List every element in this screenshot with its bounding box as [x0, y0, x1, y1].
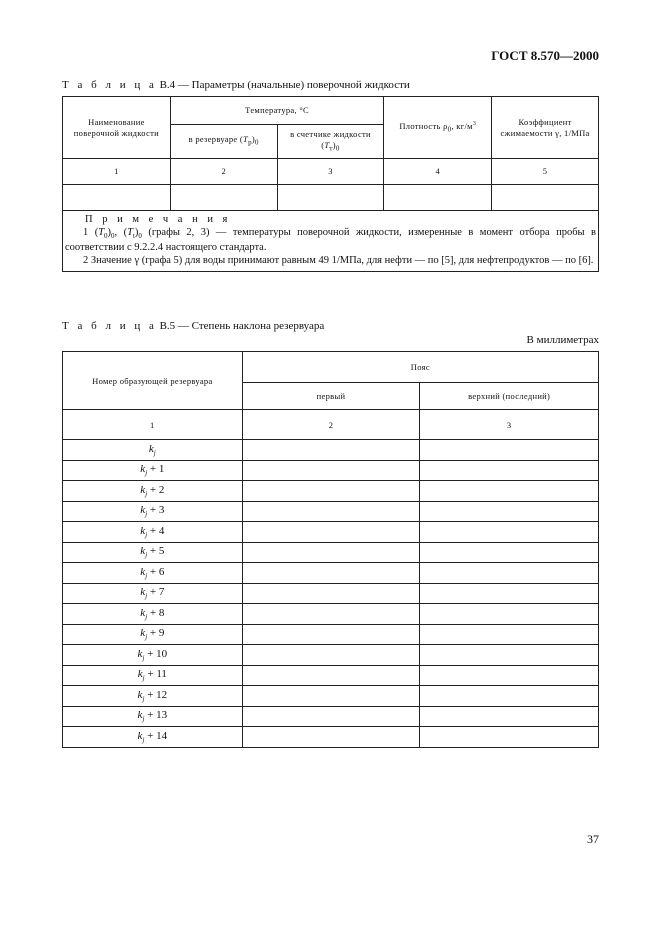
table-row: [63, 727, 599, 748]
data-cell: [420, 604, 599, 625]
col-header-first: первый: [242, 383, 420, 410]
data-cell: [242, 481, 420, 502]
row-label-suffix: + 14: [144, 729, 168, 742]
table-b5: [62, 351, 599, 748]
data-cell: [242, 665, 420, 686]
table-row: [63, 481, 599, 502]
data-cell: [420, 460, 599, 481]
data-cell: [384, 185, 492, 211]
row-label: $k_j + 4$: [63, 522, 243, 543]
col-number-2: 2: [242, 410, 420, 440]
row-label: $k_j + 10$: [63, 645, 243, 666]
table-b4-caption: [62, 79, 410, 91]
table-row: [63, 460, 599, 481]
col-number-3: 3: [420, 410, 599, 440]
col-number-1: 1: [63, 410, 243, 440]
data-cell: [242, 645, 420, 666]
data-cell: [420, 481, 599, 502]
density-unit: , кг/м: [451, 121, 473, 132]
row-label: $k_j + 2$: [63, 481, 243, 502]
data-cell: [420, 727, 599, 748]
note-2: 2 Значение γ (графа 5) для воды принимают равным 49 1/МПа, для нефти — по [5], для нефтепродуктов — по [6].: [83, 254, 594, 266]
row-label-suffix: + 6: [147, 565, 165, 578]
data-cell: [242, 440, 420, 461]
table-row: [63, 645, 599, 666]
row-label: $k_j + 14$: [63, 727, 243, 748]
data-cell: [242, 501, 420, 522]
row-label: $k_j + 1$: [63, 460, 243, 481]
note-1-text: (графы 2, 3) — температуры поверочной жидкости, измеренные в момент отбора пробы в соответствии с 9.2.2.4 настоящего стандарта.: [65, 226, 597, 254]
table-row: [63, 542, 599, 563]
row-label-suffix: + 10: [144, 647, 168, 660]
row-label-suffix: + 5: [147, 545, 165, 558]
standard-header: ГОСТ 8.570—2000: [491, 48, 599, 63]
coef-line2: сжимаемости γ, 1/МПа: [500, 127, 590, 138]
table-b4: [62, 96, 599, 272]
data-cell: [242, 604, 420, 625]
table-row: [63, 706, 599, 727]
col-header-coefficient: [492, 97, 599, 159]
row-label: $k_j + 3$: [63, 501, 243, 522]
row-label-suffix: + 2: [147, 483, 165, 496]
table-row: [63, 563, 599, 584]
data-cell: [420, 645, 599, 666]
table-row: [63, 501, 599, 522]
data-cell: [420, 440, 599, 461]
row-label-suffix: + 7: [147, 586, 165, 599]
col-number-4: 4: [384, 159, 492, 185]
col-header-generator: Номер образующей резервуара: [63, 352, 243, 410]
col-header-temp-reservoir: в резервуаре $(T_р)_0$: [170, 125, 277, 159]
temp-cnt-label: в счетчике жидкости: [290, 128, 371, 139]
data-cell: [242, 727, 420, 748]
data-cell: [242, 706, 420, 727]
row-label-suffix: + 11: [144, 668, 167, 681]
data-cell: [63, 185, 171, 211]
row-label: $k_j$: [63, 440, 243, 461]
data-cell: [242, 522, 420, 543]
row-label: $k_j + 6$: [63, 563, 243, 584]
temp-res-label: в резервуаре (: [188, 134, 244, 145]
data-cell: [420, 542, 599, 563]
data-cell: [420, 563, 599, 584]
col-number-5: 5: [492, 159, 599, 185]
col-number-3: 3: [277, 159, 384, 185]
col-header-belt: Пояс: [242, 352, 598, 383]
data-cell: [242, 460, 420, 481]
table-row: [63, 686, 599, 707]
table-row: [63, 624, 599, 645]
data-cell: [420, 501, 599, 522]
data-cell: [242, 542, 420, 563]
row-label: $k_j + 13$: [63, 706, 243, 727]
row-label: $k_j + 8$: [63, 604, 243, 625]
table-row: [63, 604, 599, 625]
notes-title: П р и м е ч а н и я: [85, 214, 231, 225]
col-number-2: 2: [170, 159, 277, 185]
row-label: $k_j + 7$: [63, 583, 243, 604]
row-label-suffix: + 1: [147, 463, 165, 476]
data-cell: [170, 185, 277, 211]
data-cell: [277, 185, 384, 211]
data-cell: [420, 522, 599, 543]
table-row: [63, 665, 599, 686]
row-label: $k_j + 11$: [63, 665, 243, 686]
note-1: 1 $(T_0)_0$, $(T_t)_0$ (графы 2, 3) — температуры поверочной жидкости, измеренные в момент отбора пробы в соответствии с 9.2.2.4 настоящего стандарта.: [65, 226, 597, 254]
table-b4-caption-text: В.4 — Параметры (начальные) поверочной жидкости: [156, 79, 410, 91]
page-number: 37: [587, 832, 599, 846]
table-b4-notes: [63, 211, 599, 272]
table-row: [63, 583, 599, 604]
table-b5-caption-prefix: Т а б л и ц а: [62, 320, 157, 332]
data-cell: [242, 583, 420, 604]
density-label: Плотность ρ: [399, 121, 448, 132]
row-label-suffix: + 8: [147, 606, 165, 619]
table-b5-caption: [62, 320, 324, 332]
col-header-temperature: Температура, °C: [170, 97, 384, 125]
row-label-suffix: + 9: [147, 627, 165, 640]
data-cell: [420, 624, 599, 645]
row-label: $k_j + 5$: [63, 542, 243, 563]
row-label: $k_j + 9$: [63, 624, 243, 645]
row-label-suffix: + 4: [147, 524, 165, 537]
col-number-1: 1: [63, 159, 171, 185]
table-row: [63, 440, 599, 461]
coef-line1: Коэффициент: [518, 116, 572, 127]
data-cell: [420, 686, 599, 707]
data-cell: [420, 583, 599, 604]
data-cell: [242, 563, 420, 584]
table-b4-caption-prefix: Т а б л и ц а: [62, 79, 157, 91]
data-cell: [242, 686, 420, 707]
data-cell: [492, 185, 599, 211]
data-cell: [242, 624, 420, 645]
row-label-suffix: + 3: [147, 504, 165, 517]
table-row: [63, 522, 599, 543]
col-header-top: верхний (последний): [420, 383, 599, 410]
col-header-density: Плотность $\rho_0$, $кг/м^3$: [384, 97, 492, 159]
col-header-temp-counter: в счетчике жидкости $(T_т)_0$: [277, 125, 384, 159]
col-header-name: Наименование поверочной жидкости: [63, 97, 171, 159]
table-b5-caption-text: В.5 — Степень наклона резервуара: [156, 320, 325, 332]
row-label: $k_j + 12$: [63, 686, 243, 707]
row-label-suffix: + 13: [144, 709, 168, 722]
data-cell: [420, 665, 599, 686]
units-label: В миллиметрах: [526, 334, 599, 346]
data-cell: [420, 706, 599, 727]
row-label-suffix: + 12: [144, 688, 168, 701]
